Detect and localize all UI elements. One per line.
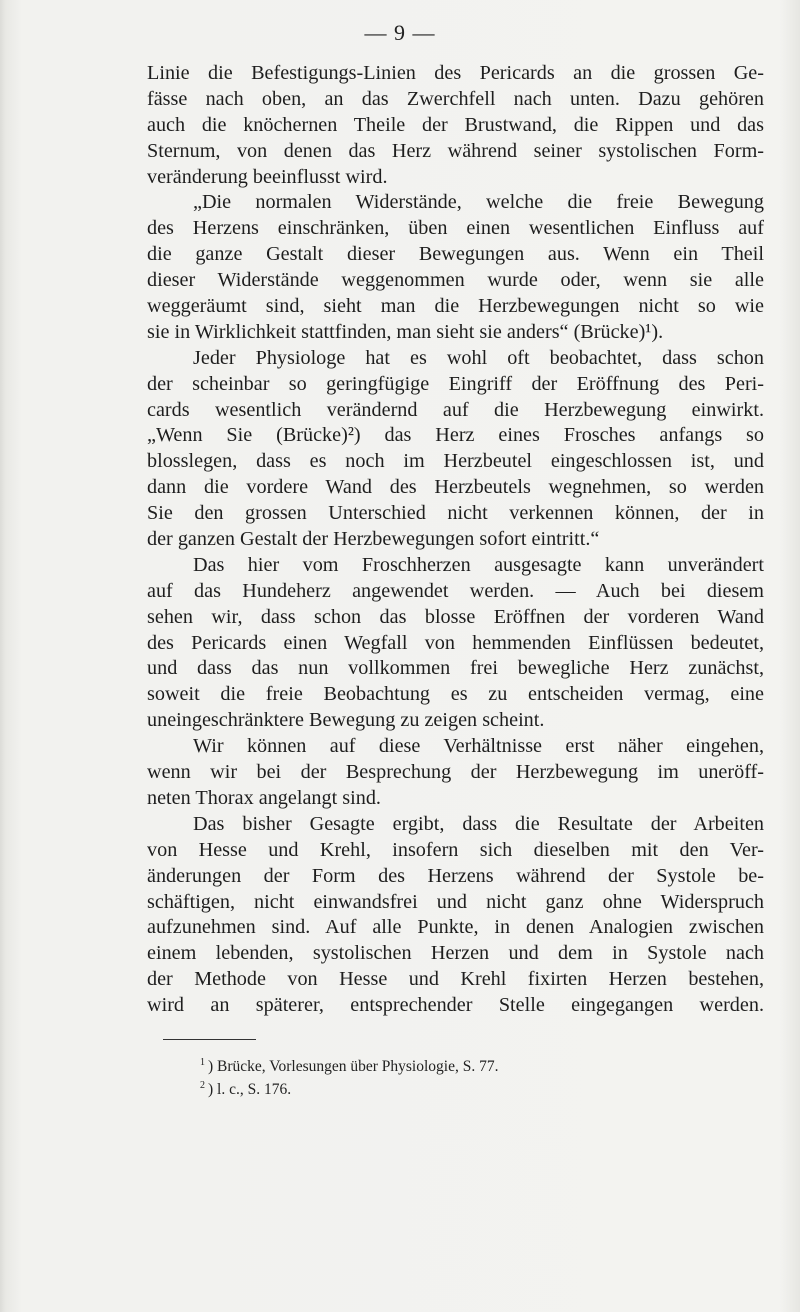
text-line: schäftigen, nicht einwandsfrei und nicht ganz ohne Widerspruch <box>147 890 764 913</box>
text-line: wenn wir bei der Besprechung der Herzbewegung im uneröff- <box>147 761 764 784</box>
footnote-1 <box>200 1051 700 1074</box>
text-line: sie in Wirklichkeit stattfinden, man sieht sie anders“ (Brücke)¹). <box>147 320 664 343</box>
text-line: und dass das nun vollkommen frei bewegliche Herz zunächst, <box>147 657 764 680</box>
text-line: veränderung beeinflusst wird. <box>147 165 388 188</box>
text-line: der scheinbar so geringfügige Eingriff der Eröffnung des Peri- <box>147 372 764 395</box>
text-line: des Herzens einschränken, üben einen wesentlichen Einfluss auf <box>147 217 764 240</box>
footnotes <box>200 1051 700 1097</box>
footnote-text: Brücke, Vorlesungen über Physiologie, S. 77. <box>217 1058 499 1075</box>
text-line: weggeräumt sind, sieht man die Herzbewegungen nicht so wie <box>147 295 764 318</box>
text-line: dieser Widerstände weggenommen wurde oder, wenn sie alle <box>147 269 764 292</box>
footnote-mark: 2 <box>200 1080 205 1091</box>
text-line: uneingeschränktere Bewegung zu zeigen scheint. <box>147 709 545 732</box>
text-line: Wir können auf diese Verhältnisse erst näher eingehen, <box>193 735 764 758</box>
text-line: sehen wir, dass schon das blosse Eröffnen der vorderen Wand <box>147 605 764 628</box>
footnote-paren: ) <box>208 1058 214 1075</box>
text-line: blosslegen, dass es noch im Herzbeutel eingeschlossen ist, und <box>147 450 764 473</box>
footnote-paren: ) <box>208 1081 214 1098</box>
text-line: auch die knöchernen Theile der Brustwand, die Rippen und das <box>147 113 764 136</box>
text-line: neten Thorax angelangt sind. <box>147 786 381 809</box>
text-line: fässe nach oben, an das Zwerchfell nach unten. Dazu gehören <box>147 87 764 110</box>
text-line: Sie den grossen Unterschied nicht verkennen können, der in <box>147 502 764 525</box>
footnote-separator <box>163 1039 256 1040</box>
text-line: dann die vordere Wand des Herzbeutels wegnehmen, so werden <box>147 476 764 499</box>
text-line: Linie die Befestigungs-Linien des Pericards an die grossen Ge- <box>147 62 764 84</box>
text-line: Das bisher Gesagte ergibt, dass die Resultate der Arbeiten <box>193 812 764 835</box>
text-line: die ganze Gestalt dieser Bewegungen aus. Wenn ein Theil <box>147 243 764 266</box>
text-line: der Methode von Hesse und Krehl fixirten Herzen bestehen, <box>147 968 764 991</box>
footnote-mark: 1 <box>200 1057 205 1068</box>
text-line: soweit die freie Beobachtung es zu entscheiden vermag, eine <box>147 683 764 706</box>
text-line: einem lebenden, systolischen Herzen und dem in Systole nach <box>147 942 764 965</box>
footnote-text: l. c., S. 176. <box>217 1081 292 1098</box>
text-line: auf das Hundeherz angewendet werden. — Auch bei diesem <box>147 579 764 602</box>
text-line: von Hesse und Krehl, insofern sich dieselben mit den Ver- <box>147 838 764 861</box>
text-line: der ganzen Gestalt der Herzbewegungen sofort eintritt.“ <box>147 528 600 551</box>
text-line: des Pericards einen Wegfall von hemmenden Einflüssen bedeutet, <box>147 631 764 654</box>
text-line: cards wesentlich verändernd auf die Herzbewegung einwirkt. <box>147 398 764 421</box>
text-line: „Die normalen Widerstände, welche die freie Bewegung <box>193 191 764 214</box>
text-line: änderungen der Form des Herzens während der Systole be- <box>147 864 764 887</box>
body-text <box>147 61 764 1019</box>
text-line: wird an späterer, entsprechender Stelle eingegangen werden. <box>147 994 764 1017</box>
text-line: Jeder Physiologe hat es wohl oft beobachtet, dass schon <box>193 346 764 369</box>
text-line: Sternum, von denen das Herz während seiner systolischen Form- <box>147 139 764 162</box>
footnote-2 <box>200 1074 700 1097</box>
text-line: Das hier vom Froschherzen ausgesagte kann unverändert <box>193 553 764 576</box>
text-line: „Wenn Sie (Brücke)²) das Herz eines Frosches anfangs so <box>147 424 764 447</box>
page-number: — 9 — <box>364 20 436 45</box>
text-line: aufzunehmen sind. Auf alle Punkte, in denen Analogien zwischen <box>147 916 764 939</box>
